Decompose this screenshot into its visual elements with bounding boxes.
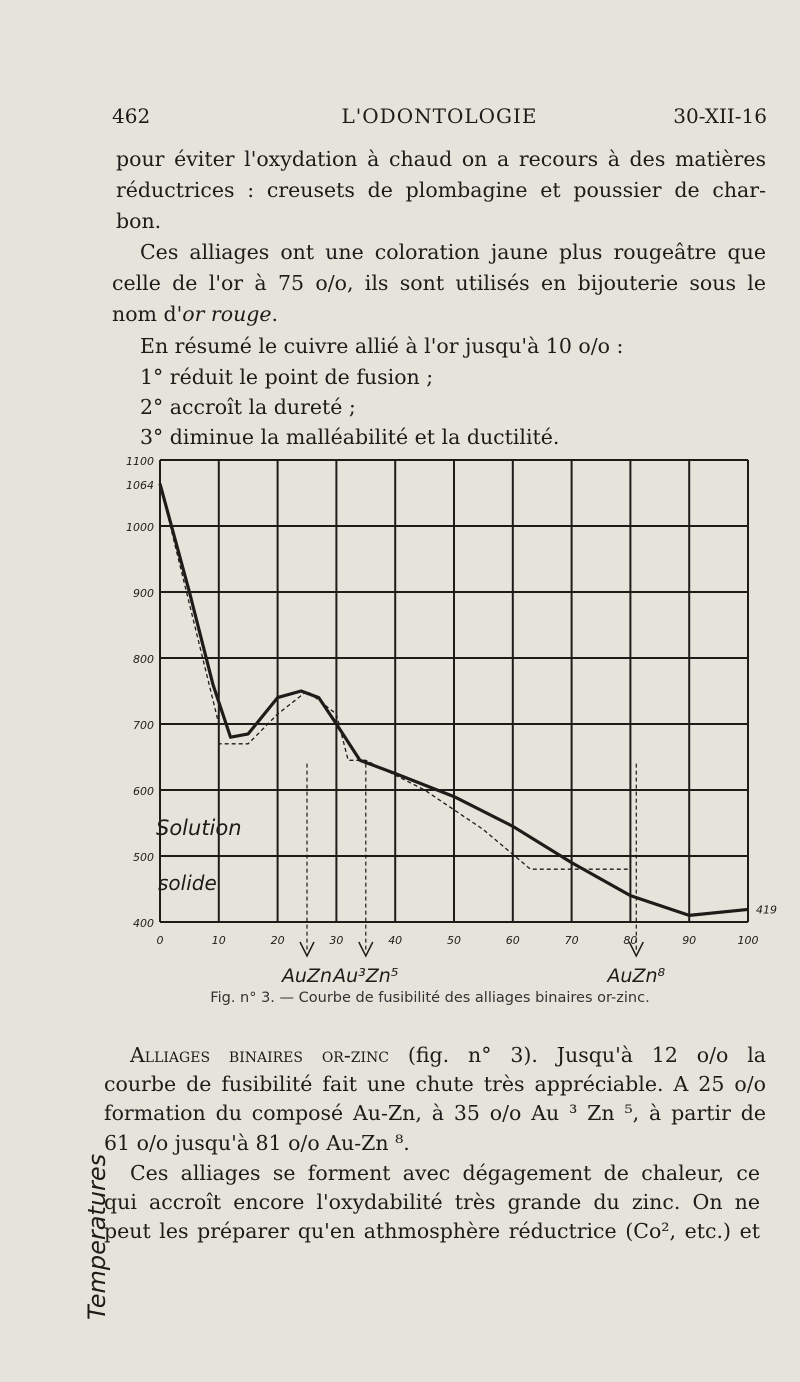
running-title: L'ODONTOLOGIE: [341, 104, 538, 128]
figure-caption: Fig. n° 3. — Courbe de fusibilité des alliages binaires or-zinc.: [210, 990, 650, 1006]
x-tick-label: 50: [447, 934, 461, 947]
text-line: peut les préparer qu'en athmosphère réductrice (Co², etc.) et: [104, 1219, 760, 1243]
compound-label: AuZn⁸: [607, 965, 666, 987]
y-tick-label: 1100: [126, 455, 154, 468]
region-label: solide: [158, 871, 217, 895]
text-line: 61 o/o jusqu'à 81 o/o Au-Zn ⁸.: [104, 1131, 410, 1155]
text-line: pour éviter l'oxydation à chaud on a recours à des matières: [116, 147, 766, 171]
end-value-label: 419: [756, 903, 777, 917]
x-tick-label: 30: [329, 934, 344, 947]
text-line: qui accroît encore l'oxydabilité très grande du zinc. On ne: [104, 1190, 760, 1214]
x-tick-label: 10: [211, 934, 226, 947]
summary-item: 3° diminue la malléabilité et la ductilité.: [140, 425, 560, 449]
text-line: courbe de fusibilité fait une chute très appréciable. A 25 o/o: [104, 1072, 766, 1096]
text-line: Alliages binaires or-zinc (fig. n° 3). Jusqu'à 12 o/o la: [130, 1043, 766, 1067]
page-number: 462: [112, 104, 151, 128]
y-tick-label: 900: [133, 587, 154, 600]
y-tick-label: 800: [133, 653, 154, 666]
x-tick-label: 70: [564, 934, 579, 947]
region-label: Solution: [156, 816, 242, 840]
y-tick-label: 400: [133, 917, 154, 930]
text-line: nom d'or rouge.: [112, 302, 279, 326]
compound-label: Au³Zn⁵: [333, 965, 399, 987]
italic-term: or rouge: [182, 302, 272, 326]
issue-date: 30-XII-16: [673, 104, 767, 128]
y-axis-label: Temperatures: [83, 1153, 111, 1320]
running-header: [112, 104, 767, 134]
text-line: Ces alliages ont une coloration jaune plus rougeâtre que: [140, 240, 766, 264]
summary-intro: En résumé le cuivre allié à l'or jusqu'à 10 o/o :: [140, 334, 624, 358]
section-heading: Alliages binaires or-zinc: [130, 1043, 389, 1067]
x-tick-label: 80: [623, 934, 638, 947]
x-tick-label: 90: [682, 934, 697, 947]
y-tick-label: 700: [133, 719, 154, 732]
x-tick-label: 60: [505, 934, 520, 947]
x-tick-label: 40: [388, 934, 403, 947]
y-tick-label: 600: [133, 785, 154, 798]
y-tick-label: 1064: [126, 478, 154, 492]
x-tick-label: 0: [156, 934, 164, 947]
text-line: bon.: [116, 209, 162, 233]
x-tick-label: 20: [270, 934, 285, 947]
text-line: réductrices : creusets de plombagine et poussier de char-: [116, 178, 766, 202]
y-tick-label: 1000: [126, 521, 154, 534]
summary-item: 2° accroît la dureté ;: [140, 395, 356, 419]
chart-grid: [160, 460, 748, 922]
y-tick-label: 500: [133, 851, 154, 864]
text-line: formation du composé Au-Zn, à 35 o/o Au ³ Zn ⁵, à partir de: [104, 1101, 766, 1125]
text-line: celle de l'or à 75 o/o, ils sont utilisés en bijouterie sous le: [112, 271, 766, 295]
x-tick-label: 100: [737, 934, 759, 947]
text-line: Ces alliages se forment avec dégagement de chaleur, ce: [130, 1161, 760, 1185]
compound-label: AuZn: [281, 965, 333, 987]
summary-item: 1° réduit le point de fusion ;: [140, 365, 434, 389]
